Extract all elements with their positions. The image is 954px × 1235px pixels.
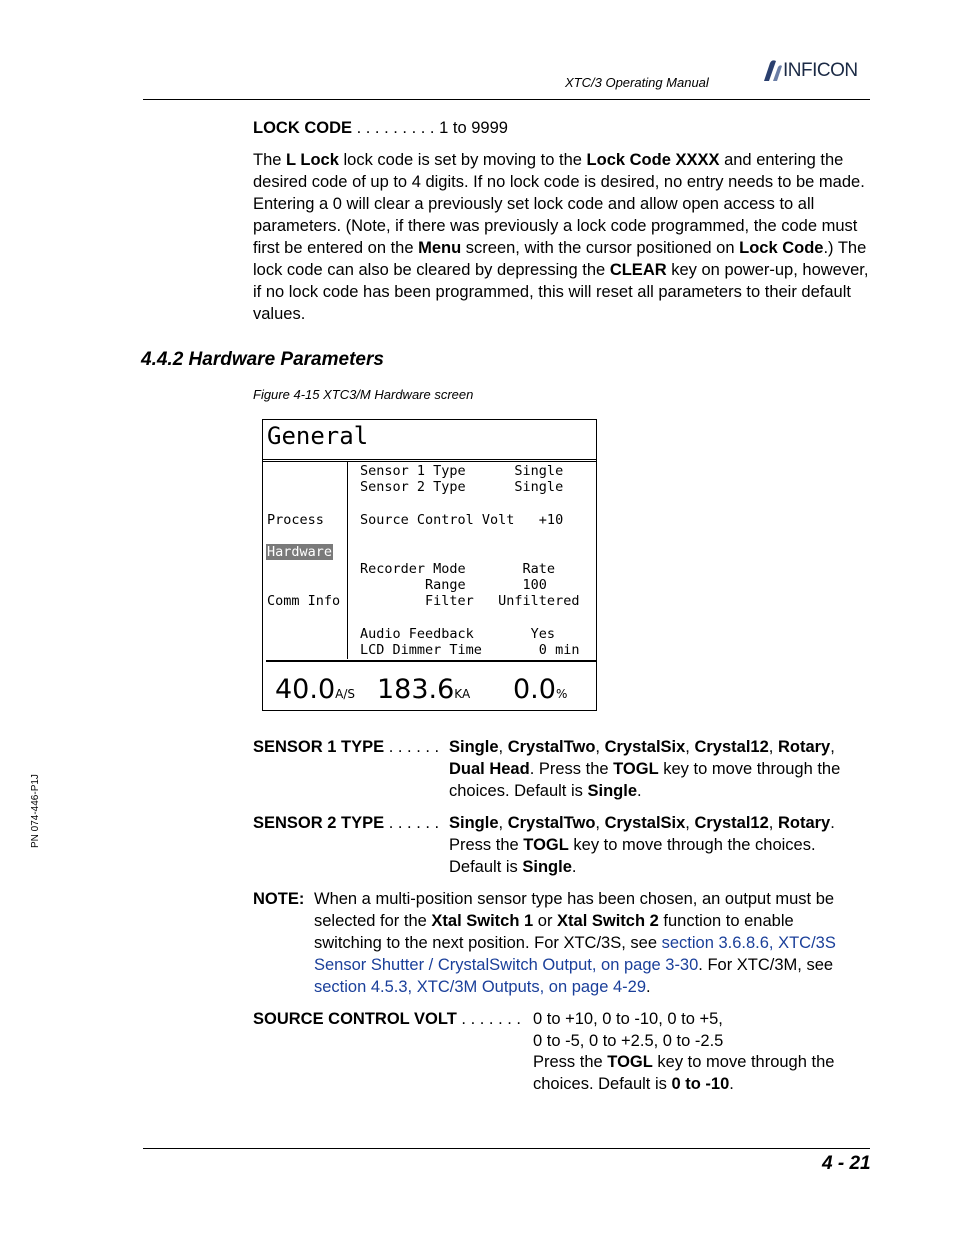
opt: Single [449, 738, 499, 756]
key-name: TOGL [607, 1053, 653, 1071]
text: . For XTC/3M, see [698, 956, 834, 974]
text: Press the [449, 836, 524, 854]
default-value: 0 to -10 [671, 1075, 730, 1093]
sep: , [768, 814, 778, 832]
text: or [533, 912, 558, 930]
text-run: lock code is set by moving to the [338, 151, 587, 169]
sep: , [498, 738, 508, 756]
part-number: PN 074-446-P1J [30, 774, 41, 848]
lcd-readout-thickness [377, 674, 470, 705]
lcd-title: General [267, 422, 369, 450]
sep: , [830, 738, 835, 756]
page-number: 4 - 21 [822, 1153, 871, 1174]
text-run: key on power-up, however, if no lock code has been programmed, this will reset all parameters to their default values. [253, 261, 869, 323]
lcd-param-dimmer: LCD Dimmer Time 0 min [360, 642, 580, 658]
inficon-logo-icon [761, 59, 783, 83]
opt: Crystal12 [694, 738, 769, 756]
text-run: and entering the desired code of up to 4 digits. If no lock code is desired, no entry needs to be made. Entering a 0 will clear a previously set lock code and allow open access to all parameters. (Note, if there was previously a lock code programmed, the code must first be entered on the [253, 151, 865, 257]
sep: , [685, 814, 695, 832]
sensor2-label-line [253, 812, 439, 834]
text: selected for the [314, 912, 432, 930]
lock-code-line [253, 117, 508, 139]
sensor2-line1 [449, 812, 835, 834]
sensor1-line3 [449, 780, 642, 802]
lock-code-paragraph [253, 149, 871, 325]
text-run-bold: Lock Code [739, 239, 824, 257]
sensor2-label: SENSOR 2 TYPE [253, 814, 385, 832]
lcd-readout-rate [275, 674, 355, 705]
text: . [729, 1075, 734, 1093]
text: choices. Default is [449, 782, 588, 800]
lcd-menu-hardware-selected: Hardware [267, 544, 333, 560]
leader-dots: . . . . . . [384, 814, 440, 832]
leader-dots: . . . . . . . . . [352, 119, 440, 137]
default-value: Single [522, 858, 572, 876]
text-run-bold: Menu [418, 239, 462, 257]
leader-dots: . . . . . . [384, 738, 440, 756]
sensor2-line3 [449, 856, 576, 878]
opt: Single [449, 814, 499, 832]
opt: CrystalSix [604, 814, 686, 832]
cross-reference-link[interactable]: section 3.6.8.6, XTC/3S [661, 934, 836, 952]
text: switching to the next position. For XTC/3S, see [314, 934, 662, 952]
rate-value: 40.0 [275, 674, 336, 705]
text-run: .) The lock code can also be cleared by depressing the [253, 239, 867, 279]
opt: CrystalTwo [507, 814, 596, 832]
sensor1-label: SENSOR 1 TYPE [253, 738, 385, 756]
rate-unit: A/S [335, 687, 355, 701]
text: key to move through the [652, 1053, 835, 1071]
power-value: 0.0 [513, 674, 556, 705]
source-volt-label-line [253, 1008, 521, 1030]
text-run: screen, with the cursor positioned on [461, 239, 740, 257]
sep: , [498, 814, 508, 832]
lcd-readout-power [513, 674, 567, 705]
lcd-param-source-volt: Source Control Volt +10 [360, 512, 564, 528]
header-rule [143, 99, 870, 100]
leader-dots: . . . . . . . [456, 1010, 521, 1028]
section-heading: 4.4.2 Hardware Parameters [141, 349, 384, 370]
source-volt-line3 [533, 1051, 834, 1073]
text: Default is [449, 858, 523, 876]
note-line2 [314, 910, 794, 932]
inficon-logo [761, 58, 858, 84]
opt: CrystalTwo [507, 738, 596, 756]
lock-code-label: LOCK CODE [253, 119, 352, 137]
text: function to enable [658, 912, 794, 930]
sep: , [595, 814, 605, 832]
lcd-top-divider [263, 459, 596, 460]
text-run-bold: L Lock [286, 151, 339, 169]
lcd-menu-comm-info: Comm Info [267, 593, 341, 609]
lcd-vertical-separator [347, 462, 348, 659]
text: . [571, 858, 577, 876]
note-line3 [314, 932, 836, 954]
lcd-param-range: Range 100 [360, 577, 547, 593]
lcd-menu-process: Process [267, 512, 324, 528]
text: key to move through the choices. [568, 836, 816, 854]
lcd-screen-figure [262, 419, 597, 711]
cross-reference-link[interactable]: section 4.5.3, XTC/3M Outputs, on page 4-29 [314, 978, 647, 996]
source-volt-label: SOURCE CONTROL VOLT [253, 1010, 457, 1028]
note-line5 [314, 976, 651, 998]
key-name: TOGL [613, 760, 659, 778]
cross-reference-link[interactable]: Sensor Shutter / CrystalSwitch Output, on page 3-30 [314, 956, 699, 974]
opt: Rotary [777, 814, 831, 832]
lock-code-range: 1 to 9999 [439, 119, 508, 137]
lcd-top-divider-2 [263, 461, 596, 462]
sep: , [595, 738, 605, 756]
lcd-param-sensor2: Sensor 2 Type Single [360, 479, 564, 495]
figure-caption: Figure 4-15 XTC3/M Hardware screen [253, 387, 474, 402]
text: . [637, 782, 642, 800]
sensor1-line2 [449, 758, 840, 780]
text-run-bold: CLEAR [609, 261, 667, 279]
sensor1-label-line [253, 736, 439, 758]
note-line4 [314, 954, 833, 976]
lcd-param-audio: Audio Feedback Yes [360, 626, 556, 642]
power-unit: % [555, 687, 568, 701]
opt: Rotary [777, 738, 831, 756]
opt: CrystalSix [604, 738, 686, 756]
sensor1-line1 [449, 736, 835, 758]
key-name: TOGL [523, 836, 569, 854]
source-volt-line4 [533, 1073, 734, 1095]
footer-rule [143, 1148, 870, 1149]
sep: . [830, 814, 835, 832]
lcd-bottom-divider [266, 660, 596, 662]
note-line1: When a multi-position sensor type has been chosen, an output must be [314, 890, 835, 908]
text: . [646, 978, 651, 996]
text-run-bold: Lock Code XXXX [586, 151, 720, 169]
text: choices. Default is [533, 1075, 672, 1093]
thickness-value: 183.6 [377, 674, 455, 705]
text-run: The [253, 151, 287, 169]
function-name: Xtal Switch 2 [557, 912, 659, 930]
lcd-param-sensor1: Sensor 1 Type Single [360, 463, 564, 479]
sensor2-line2 [449, 834, 816, 856]
function-name: Xtal Switch 1 [431, 912, 534, 930]
source-volt-line1: 0 to +10, 0 to -10, 0 to +5, [533, 1010, 723, 1028]
sep: , [685, 738, 695, 756]
text: Press the [533, 1053, 608, 1071]
lcd-param-recorder-mode: Recorder Mode Rate [360, 561, 556, 577]
default-value: Single [587, 782, 637, 800]
opt: Crystal12 [694, 814, 769, 832]
thickness-unit: KA [454, 687, 471, 701]
running-header-title: XTC/3 Operating Manual [565, 75, 709, 90]
opt: Dual Head [449, 760, 530, 778]
note-label: NOTE: [253, 890, 305, 908]
text: . Press the [529, 760, 614, 778]
text: key to move through the [658, 760, 841, 778]
sep: , [768, 738, 778, 756]
source-volt-line2: 0 to -5, 0 to +2.5, 0 to -2.5 [533, 1032, 724, 1050]
inficon-logo-text: INFICON [783, 60, 858, 81]
lcd-param-filter: Filter Unfiltered [360, 593, 580, 609]
